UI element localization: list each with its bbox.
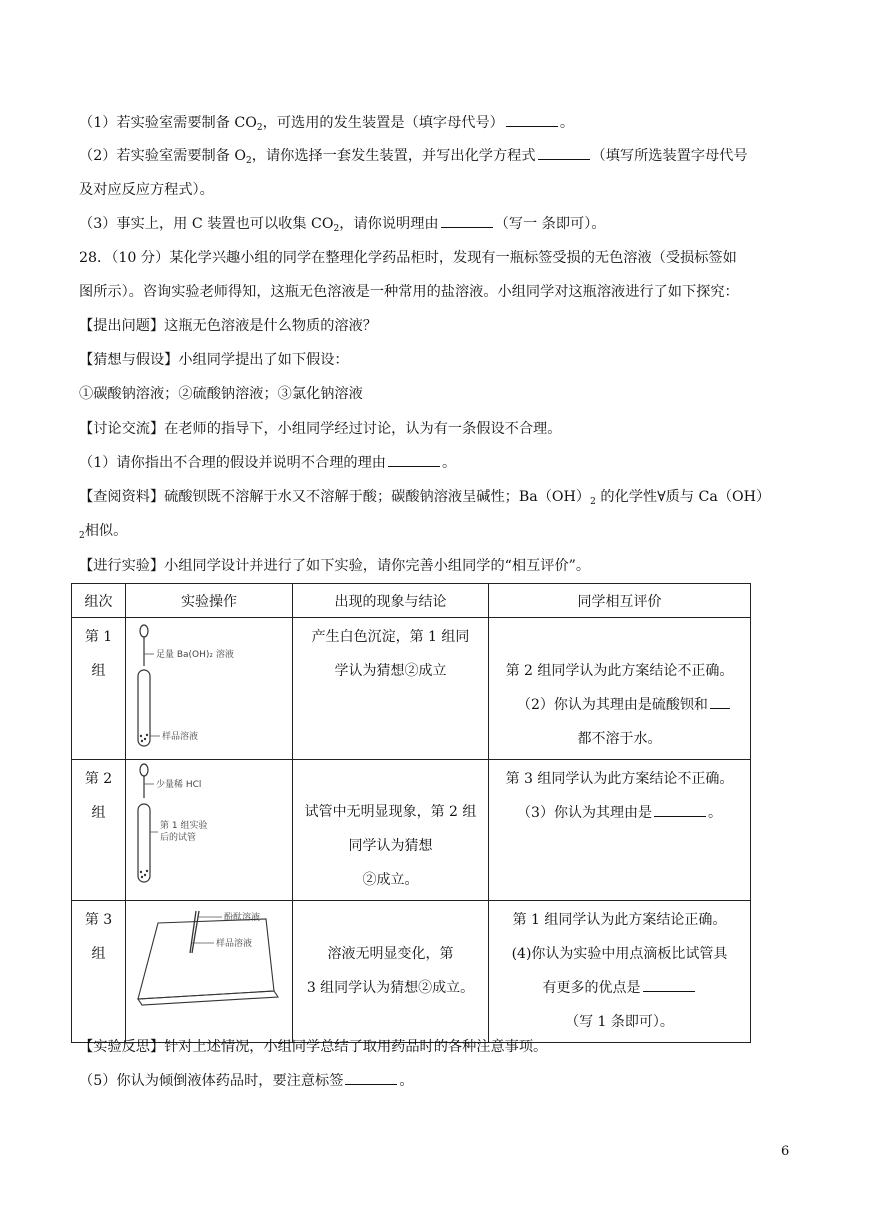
text: （1）请你指出不合理的假设并说明不合理的理由	[79, 455, 386, 471]
text: （2）若实验室需要制备 O	[79, 148, 247, 164]
phenomenon-cell	[293, 760, 489, 901]
answer-blank	[345, 1071, 397, 1085]
q28-intro-1	[79, 248, 799, 268]
evaluation-text: (4)你认为实验中用点滴板比试管具	[511, 946, 728, 962]
evaluation-text: 第 1 组同学认为此方案结论正确。	[512, 912, 727, 928]
header-cell: 实验操作	[126, 584, 293, 618]
sample-label: 样品溶液	[162, 732, 199, 742]
evaluation-text: 第 3 组同学认为此方案结论不正确。	[505, 771, 734, 787]
evaluation-cell	[489, 901, 751, 1043]
evaluation-line	[489, 796, 750, 830]
group-cell	[72, 760, 126, 901]
phenomenon-text: ②成立。	[362, 872, 419, 888]
text: 【猜想与假设】小组同学提出了如下假设：	[79, 352, 349, 368]
text: ，请你说明理由	[339, 216, 439, 232]
phenomenon-cell	[293, 901, 489, 1043]
experiment-table	[71, 583, 751, 1043]
text: 。	[441, 455, 457, 471]
text: ，请你选择一套发生装置，并写出化学方程式	[251, 148, 536, 164]
table-row	[72, 618, 751, 760]
tube-label: 第 1 组实验	[160, 821, 208, 831]
sample-label: 样品溶液	[216, 939, 253, 949]
phenomenon-text: 溶液无明显变化，第	[327, 946, 454, 962]
text: （填写所选装置字母代号	[591, 148, 748, 164]
evaluation-line	[489, 971, 750, 1005]
text: 【实验反思】针对上述情况，小组同学总结了取用药品时的各种注意事项。	[79, 1039, 548, 1055]
spot-plate-diagram	[126, 901, 292, 1038]
group-cell	[72, 618, 126, 760]
subscript: 2	[246, 156, 252, 166]
evaluation-text: （2）你认为其理由是硫酸钡和	[517, 697, 708, 713]
answer-blank	[538, 146, 590, 160]
answer-blank	[710, 695, 730, 709]
text: 。	[399, 1073, 414, 1089]
phenomenon-text: 试管中无明显现象，第 2 组	[304, 804, 477, 820]
tube-label: 后的试管	[160, 833, 197, 843]
q28-problem	[79, 316, 799, 336]
text: 图所示）。咨询实验老师得知，这瓶无色溶液是一种常用的盐溶液。小组同学对这瓶溶液进行了如下探究：	[79, 284, 739, 300]
answer-blank	[506, 113, 558, 127]
dropper-test-tube-diagram	[126, 760, 292, 896]
text: （5）你认为倾倒液体药品时，要注意标签	[79, 1073, 344, 1089]
subscript: 2	[79, 531, 85, 541]
operation-cell	[126, 760, 293, 901]
subscript: 2	[590, 497, 596, 507]
q28-reference-cont	[79, 521, 799, 546]
text: 【查阅资料】硫酸钡既不溶解于水又不溶解于酸；碳酸钠溶液呈碱性；Ba（OH）	[79, 489, 591, 505]
group-cell	[72, 901, 126, 1043]
question-line	[79, 113, 799, 138]
reagent-label: 酚酞溶液	[224, 913, 261, 923]
reagent-label: 少量稀 HCl	[156, 780, 202, 790]
q28-sub1	[79, 453, 799, 473]
group-label: 第 3	[84, 912, 113, 928]
group-label: 组	[91, 663, 106, 679]
evaluation-text: 有更多的优点是	[542, 980, 641, 996]
q28-intro-2	[79, 282, 799, 302]
group-label: 第 2	[84, 771, 113, 787]
text: 的化学性∀质与 Ca（OH）	[595, 489, 771, 505]
text: （1）若实验室需要制备 CO	[79, 115, 257, 131]
text: ，可选用的发生装置是（填字母代号）	[262, 115, 504, 131]
text: 。	[559, 115, 575, 131]
header-cell: 出现的现象与结论	[293, 584, 489, 618]
text: ①碳酸钠溶液；②硫酸钠溶液；③氯化钠溶液	[79, 386, 363, 402]
answer-blank	[643, 978, 695, 992]
page-number: 6	[781, 1144, 790, 1159]
header-cell: 组次	[72, 584, 126, 618]
evaluation-text: 。	[707, 805, 722, 821]
q28-options	[79, 384, 799, 404]
phenomenon-text: 产生白色沉淀，第 1 组同	[311, 629, 470, 645]
operation-cell	[126, 901, 293, 1043]
table-row	[72, 901, 751, 1043]
group-label: 组	[91, 805, 106, 821]
phenomenon-text: 3 组同学认为猜想②成立。	[306, 980, 475, 996]
text: （3）事实上，用 C 装置也可以收集 CO	[79, 216, 334, 232]
reflection-question	[79, 1071, 799, 1091]
evaluation-cell	[489, 760, 751, 901]
question-line	[79, 180, 799, 200]
q28-reference	[79, 487, 799, 512]
evaluation-cell	[489, 618, 751, 760]
subscript: 2	[333, 224, 340, 234]
text: 相似。	[84, 523, 128, 539]
operation-cell	[126, 618, 293, 760]
evaluation-text: （写 1 条即可）。	[565, 1014, 674, 1030]
answer-blank	[654, 803, 706, 817]
text: 【提出问题】这瓶无色溶液是什么物质的溶液？	[79, 318, 377, 334]
text: 【进行实验】小组同学设计并进行了如下实验，请你完善小组同学的“相互评价”。	[79, 558, 591, 574]
q28-hypothesis	[79, 350, 799, 370]
evaluation-text: （3）你认为其理由是	[517, 805, 652, 821]
phenomenon-text: 同学认为猜想	[348, 838, 433, 854]
text: 【讨论交流】在老师的指导下，小组同学经过讨论，认为有一条假设不合理。	[79, 421, 562, 437]
reflection-line	[79, 1037, 799, 1057]
phenomenon-text: 学认为猜想②成立	[334, 663, 447, 679]
subscript: 2	[256, 123, 263, 133]
text: 28．（10 分）某化学兴趣小组的同学在整理化学药品柜时，发现有一瓶标签受损的无色溶液（受损标签如	[79, 250, 737, 266]
q28-experiment-intro	[79, 556, 799, 576]
group-label: 组	[91, 946, 106, 962]
evaluation-text: 都不溶于水。	[577, 731, 662, 747]
q28-discussion	[79, 419, 799, 439]
evaluation-text: 第 2 组同学认为此方案结论不正确。	[505, 663, 734, 679]
reagent-label: 足量 Ba(OH)₂ 溶液	[156, 650, 234, 660]
question-line	[79, 214, 799, 239]
table-header-row	[72, 584, 751, 618]
phenomenon-cell	[293, 618, 489, 760]
table-row	[72, 760, 751, 901]
header-cell: 同学相互评价	[489, 584, 751, 618]
text: 及对应反应方程式）。	[79, 182, 214, 198]
answer-blank	[388, 453, 440, 467]
answer-blank	[441, 214, 493, 228]
text: （写一 条即可）。	[494, 216, 606, 232]
question-line	[79, 146, 799, 171]
group-label: 第 1	[84, 629, 113, 645]
dropper-test-tube-diagram	[126, 618, 292, 755]
evaluation-line	[489, 688, 750, 722]
